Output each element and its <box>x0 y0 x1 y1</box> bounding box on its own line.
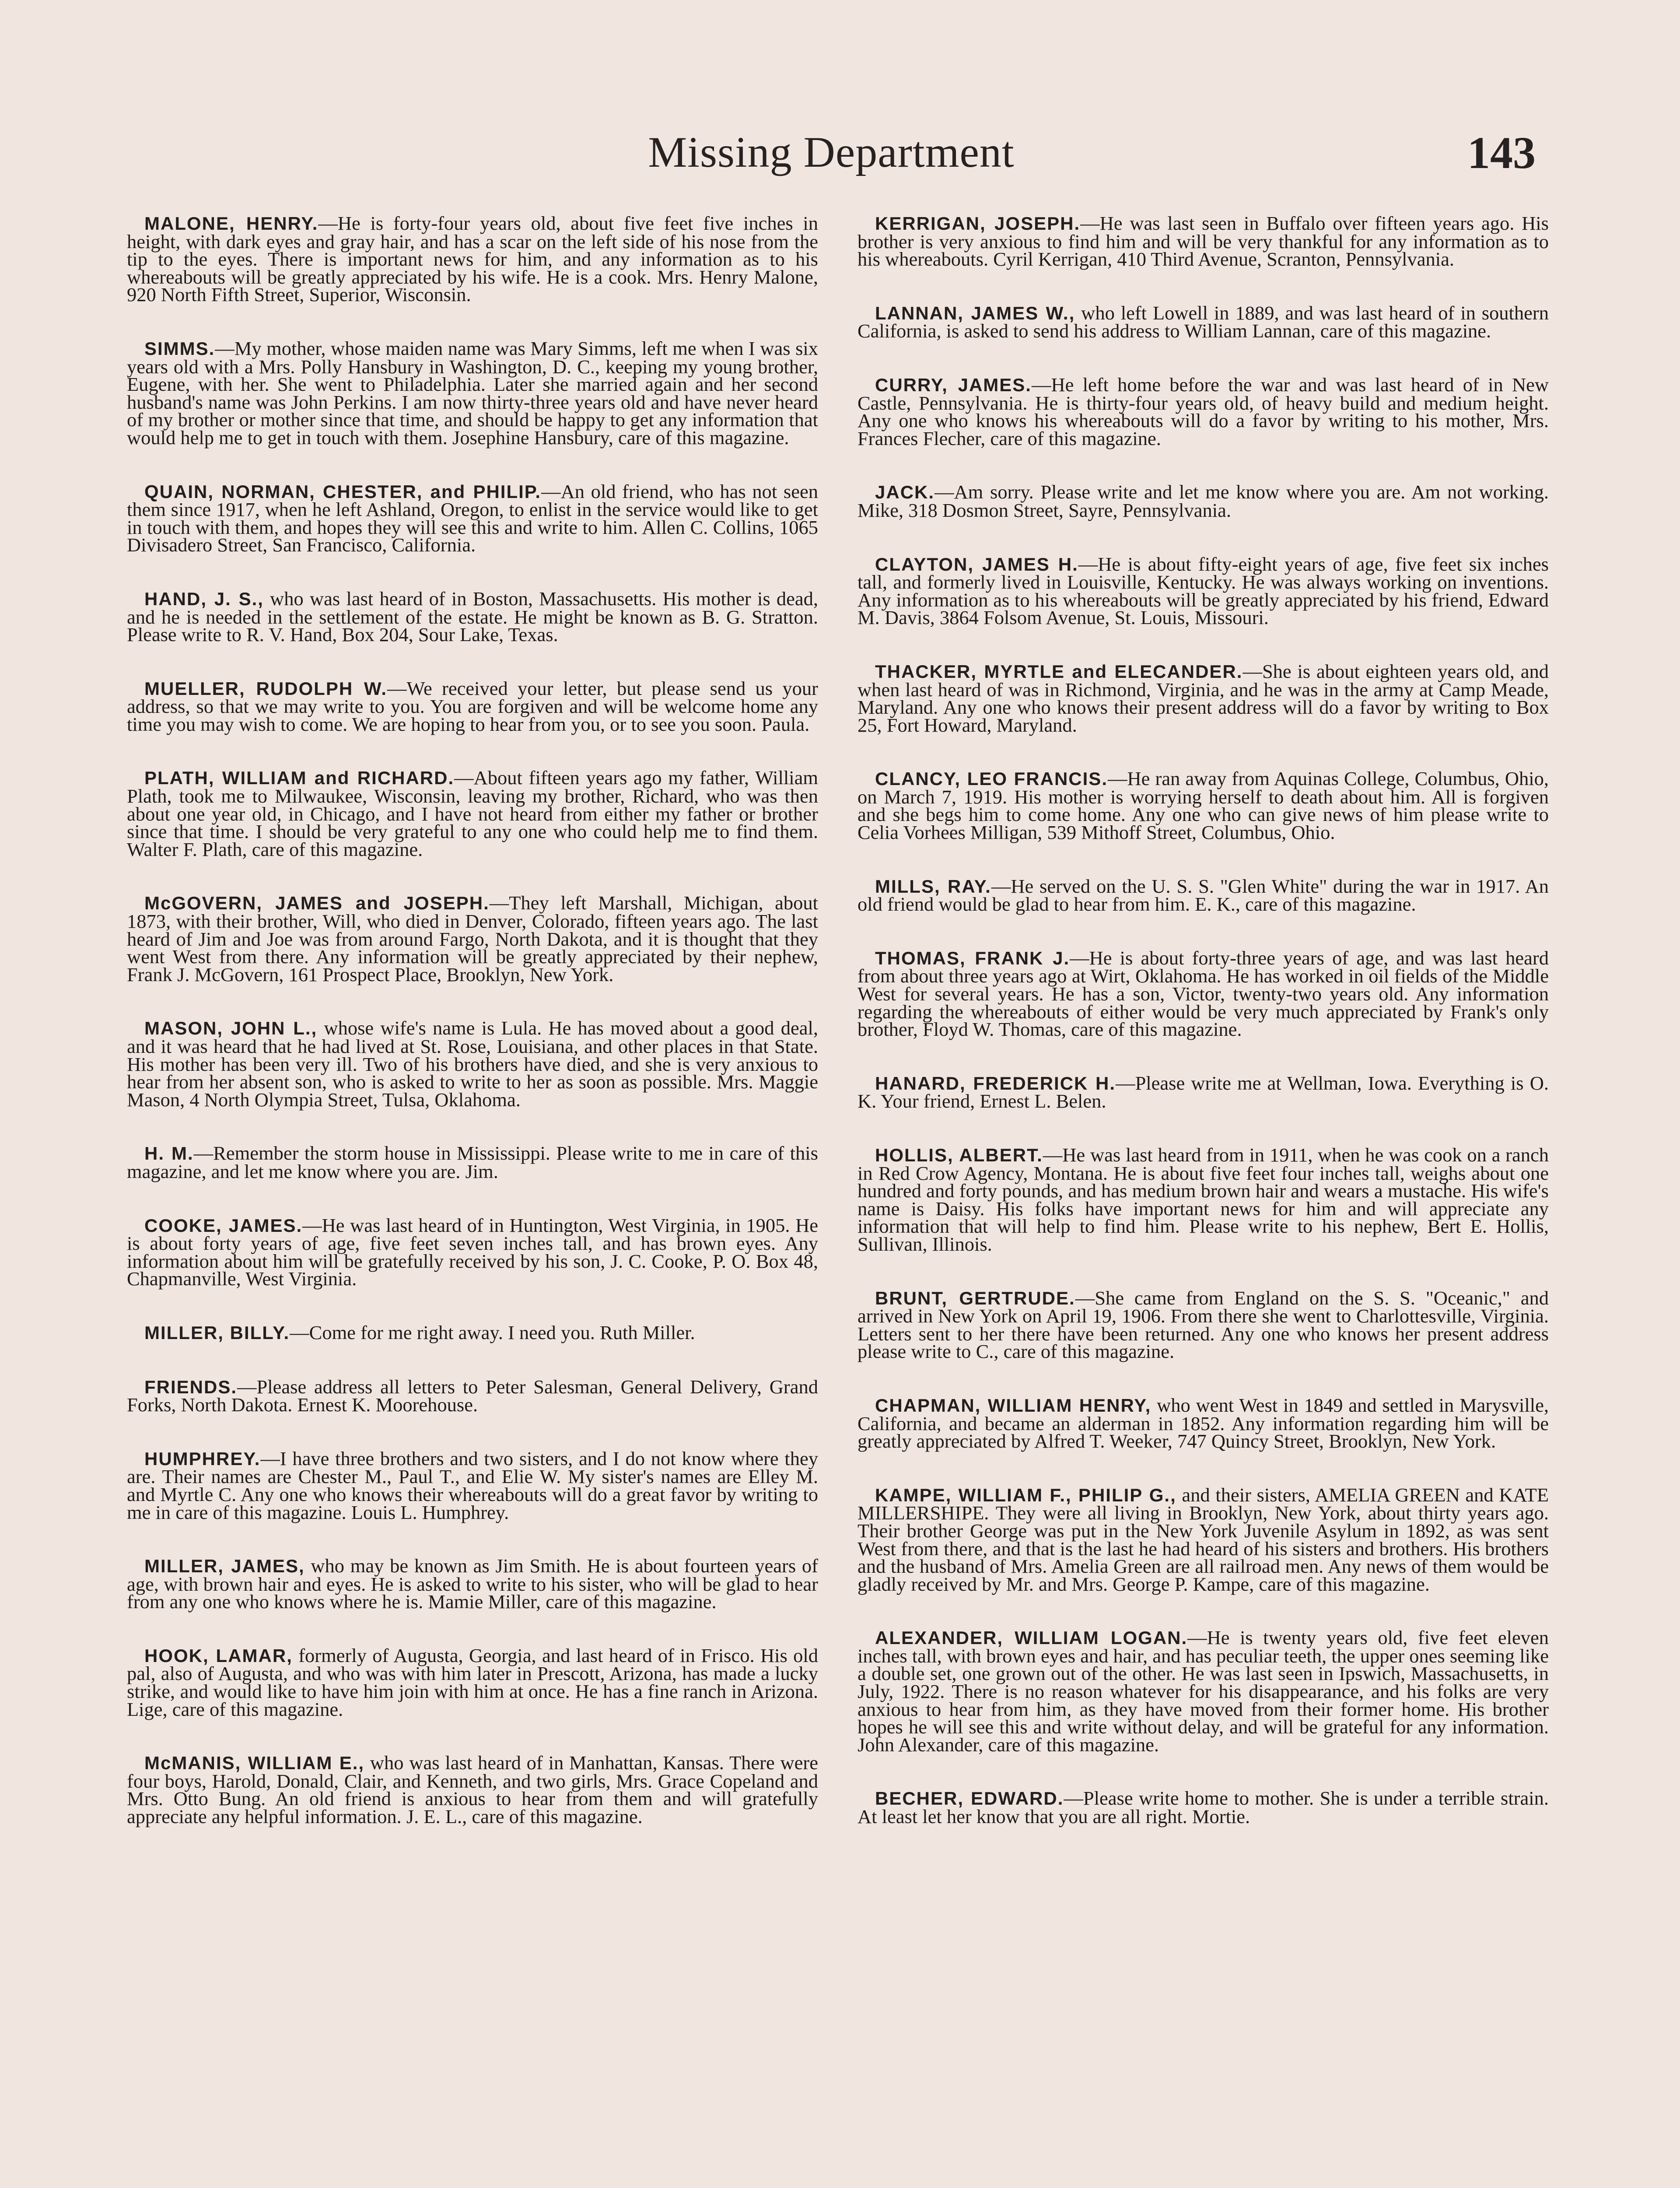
notice-text: —He served on the U. S. S. "Glen White" during the war in 1917. An old friend would be glad to hear from him. E. K., care of this magazine. <box>858 875 1549 915</box>
notice-name: KERRIGAN, JOSEPH. <box>875 213 1081 234</box>
notice-name: KAMPE, WILLIAM F., PHILIP G., <box>875 1484 1176 1505</box>
notice-text: —Remember the storm house in Mississippi. Please write to me in care of this magazine, and let me know where you are. Jim. <box>127 1142 818 1182</box>
notice-entry <box>858 483 1549 519</box>
notice-name: MASON, JOHN L., <box>144 1018 318 1039</box>
notice-text: —She is about eighteen years old, and when last heard of was in Richmond, Virginia, and he was in the army at Camp Meade, Maryland. Any one who knows their present address will do a favor by writing to Box 25, Fort Howard, Maryland. <box>858 660 1549 736</box>
notice-text: who may be known as Jim Smith. He is about fourteen years of age, with brown hair and eyes. He is asked to write to his sister, who will be glad to hear from any one who knows where he is. Mamie Miller, care of this magazine. <box>127 1555 818 1613</box>
notice-name: MILLS, RAY. <box>875 876 991 897</box>
notice-name: QUAIN, NORMAN, CHESTER, and PHILIP. <box>144 481 542 502</box>
notice-name: PLATH, WILLIAM and RICHARD. <box>144 768 455 789</box>
notice-text: —Come for me right away. I need you. Ruth Miller. <box>290 1321 695 1343</box>
notice-name: CHAPMAN, WILLIAM HENRY, <box>875 1395 1152 1416</box>
notice-entry <box>858 304 1549 340</box>
notice-name: LANNAN, JAMES W., <box>875 302 1075 323</box>
notice-entry <box>127 1375 818 1416</box>
notice-name: CLAYTON, JAMES H. <box>875 554 1078 575</box>
notice-text: —She came from England on the S. S. "Oceanic," and arrived in New York on April 19, 1906. From there she went to Charlottesville, Virginia. Letters sent to her there have been returned. Any one who knows her present address please write to C., care of this magazine. <box>858 1287 1549 1363</box>
notice-name: JACK. <box>875 482 935 503</box>
notice-entry <box>858 1396 1549 1450</box>
notice-name: COOKE, JAMES. <box>144 1215 303 1236</box>
notice-entry <box>858 1787 1549 1828</box>
notice-name: HANARD, FREDERICK H. <box>875 1073 1116 1094</box>
notice-name: FRIENDS. <box>144 1376 238 1397</box>
notice-text: —Am sorry. Please write and let me know where you are. Am not working. Mike, 318 Dosmon Street, Sayre, Pennsylvania. <box>858 481 1549 521</box>
notice-text: who left Lowell in 1889, and was last heard of in southern California, is asked to send his address to William Lannan, care of this magazine. <box>858 302 1549 342</box>
notice-entry <box>127 337 818 449</box>
notice-entry <box>127 1752 818 1828</box>
notice-entry <box>127 480 818 556</box>
notice-text: —I have three brothers and two sisters, and I do not know where they are. Their names are Chester M., Paul T., and Elie W. My sister's names are Elley M. and Myrtle C. Any one who knows their whereabouts will do a great favor by writing to me in care of this magazine. Louis L. Humphrey. <box>127 1447 818 1523</box>
notice-text: —He was last seen in Buffalo over fifteen years ago. His brother is very anxious to find him and will be very thankful for any information as to his whereabouts. Cyril Kerrigan, 410 Third Avenue, Scranton, Pennsylvania. <box>858 212 1549 270</box>
notice-text: who was last heard of in Boston, Massachusetts. His mother is dead, and he is needed in the settlement of the estate. He might be known as B. G. Stratton. Please write to R. V. Hand, Box 204, Sour Lake, Texas. <box>127 587 818 646</box>
notice-entry <box>858 373 1549 449</box>
notice-text: —He is twenty years old, five feet eleven inches tall, with brown eyes and hair, and has peculiar teeth, the upper ones seeming like a double set, one grown out of the other. He was last seen in Ipswich, Massachusetts, in July, 1922. There is no reason whatever for his disappearance, and his folks are very anxious to hear from him, as they have moved from their former home. His brother hopes he will see this and write without delay, and will be grateful for any information. John Alexander, care of this magazine. <box>858 1627 1549 1756</box>
notice-text: —He was last heard of in Huntington, West Virginia, in 1905. He is about forty years of age, five feet seven inches tall, and has brown eyes. Any information about him will be gratefully received by his son, J. C. Cooke, P. O. Box 48, Chapmanville, West Virginia. <box>127 1214 818 1290</box>
page-number: 143 <box>1467 128 1536 178</box>
page-title: Missing Department <box>648 128 1015 176</box>
notice-entry <box>858 1483 1549 1595</box>
notice-entry <box>858 768 1549 844</box>
notice-entry <box>127 1017 818 1111</box>
notice-entry <box>858 877 1549 913</box>
notice-text: —He is about fifty-eight years of age, five feet six inches tall, and formerly lived in Louisville, Kentucky. He was always working on inventions. Any information as to his whereabouts will be greatly appreciated by his friend, Edward M. Davis, 3864 Folsom Avenue, St. Louis, Missouri. <box>858 553 1549 629</box>
notice-entry <box>127 1644 818 1720</box>
notice-entry <box>858 214 1549 268</box>
notice-name: HOLLIS, ALBERT. <box>875 1145 1043 1165</box>
notice-text: —We received your letter, but please send us your address, so that we may write to you. You are forgiven and will be welcome home any time you may wish to come. We are hoping to hear from you, or to see you soon. Paula. <box>127 677 818 735</box>
notice-text: —He is about forty-three years of age, and was last heard from about three years ago at Wirt, Oklahoma. He has worked in oil fields of the Middle West for several years. He has a son, Victor, twenty-two years old. Any information regarding the whereabouts of either would be very much appreciated by Frank's only brother, Floyd W. Thomas, care of this magazine. <box>858 947 1549 1041</box>
notice-name: MILLER, JAMES, <box>144 1556 305 1577</box>
notice-text: —Please address all letters to Peter Salesman, General Delivery, Grand Forks, North Dakota. Ernest K. Moorehouse. <box>127 1375 818 1416</box>
notice-text: and their sisters, AMELIA GREEN and KATE MILLERSHIPE. They were all living in Brooklyn, New York, about thirty years ago. Their brother George was put in the New York Juvenile Asylum in 1892, as was sent West from there, and that is the last he had heard of his sisters and brothers. His brothers and the husband of Mrs. Amelia Green are all railroad men. Any news of them would be gladly received by Mr. and Mrs. George P. Kampe, care of this magazine. <box>858 1483 1549 1595</box>
notice-entry <box>858 1074 1549 1110</box>
notice-name: HUMPHREY. <box>144 1448 261 1469</box>
notice-text: —An old friend, who has not seen them since 1917, when he left Ashland, Oregon, to enlist in the service would like to get in touch with them, and hopes they will see this and write to him. Allen C. Collins, 1065 Divisadero Street, San Francisco, California. <box>127 480 818 556</box>
notice-entry <box>858 660 1549 736</box>
left-column <box>127 214 818 1862</box>
notice-name: ALEXANDER, WILLIAM LOGAN. <box>875 1627 1188 1648</box>
notice-name: MALONE, HENRY. <box>144 213 318 234</box>
notice-text: who was last heard of in Manhattan, Kansas. There were four boys, Harold, Donald, Clair, and Kenneth, and two girls, Mrs. Grace Copeland and Mrs. Otto Bung. An old friend is anxious to hear from them and will gratefully appreciate any helpful information. J. E. L., care of this magazine. <box>127 1752 818 1828</box>
notice-text: —Please write me at Wellman, Iowa. Everything is O. K. Your friend, Ernest L. Belen. <box>858 1072 1549 1112</box>
notice-entry <box>127 587 818 646</box>
notice-text: —He ran away from Aquinas College, Columbus, Ohio, on March 7, 1919. His mother is worrying herself to death about him. All is forgiven and she begs him to come home. Any one who can give news of him please write to Celia Vorhees Milligan, 539 Mithoff Street, Columbus, Ohio. <box>858 768 1549 844</box>
notice-text: formerly of Augusta, Georgia, and last heard of in Frisco. His old pal, also of Augusta, and who was with him later in Prescott, Arizona, has made a lucky strike, and would like to have him join with him at once. He has a fine ranch in Arizona. Lige, care of this magazine. <box>127 1644 818 1720</box>
notice-name: H. M. <box>144 1143 194 1164</box>
notice-name: HAND, J. S., <box>144 588 264 609</box>
notice-entry <box>858 1146 1549 1253</box>
notice-name: BECHER, EDWARD. <box>875 1788 1064 1809</box>
right-column <box>858 214 1549 1862</box>
notice-name: THOMAS, FRANK J. <box>875 947 1070 968</box>
notice-text: —He is forty-four years old, about five feet five inches in height, with dark eyes and gray hair, and has a scar on the left side of his nose from the tip to the eyes. There is important news for him, and any information as to his whereabouts will be greatly appreciated by his wife. He is a cook. Mrs. Henry Malone, 920 North Fifth Street, Superior, Wisconsin. <box>127 212 818 306</box>
notice-entry <box>127 1557 818 1611</box>
notice-text: whose wife's name is Lula. He has moved about a good deal, and it was heard that he had lived at St. Rose, Louisiana, and other places in that State. His mother has been very ill. Two of his brothers have died, and she is very anxious to hear from her absent son, who is asked to write to her as soon as possible. Mrs. Maggie Mason, 4 North Olympia Street, Tulsa, Oklahoma. <box>127 1017 818 1111</box>
notice-text: —Please write home to mother. She is under a terrible strain. At least let her know that you are all right. Mortie. <box>858 1787 1549 1828</box>
notice-name: McGOVERN, JAMES and JOSEPH. <box>144 893 490 914</box>
notice-name: McMANIS, WILLIAM E., <box>144 1753 365 1774</box>
notice-entry <box>127 769 818 858</box>
notice-name: HOOK, LAMAR, <box>144 1645 293 1666</box>
notice-entry <box>127 677 818 735</box>
notice-text: —They left Marshall, Michigan, about 1873, with their brother, Will, who died in Denver, Colorado, fifteen years ago. The last heard of Jim and Joe was from around Fargo, North Dakota, and it is thought that they went West from there. Any information will be greatly appreciated by their nephew, Frank J. McGovern, 161 Prospect Place, Brooklyn, New York. <box>127 892 818 985</box>
notice-text: —My mother, whose maiden name was Mary Simms, left me when I was six years old with a Mrs. Polly Hansbury in Washington, D. C., keeping my young brother, Eugene, with her. She went to Philadelphia. Later she married again and her second husband's name was John Perkins. I am now thirty-three years old and have never heard of my brother or mother since that time, and should be happy to get any information that would help me to get in touch with them. Josephine Hansbury, care of this magazine. <box>127 337 818 449</box>
notice-name: MILLER, BILLY. <box>144 1322 290 1343</box>
notice-name: MUELLER, RUDOLPH W. <box>144 678 388 699</box>
notice-entry <box>858 1287 1549 1363</box>
notice-name: THACKER, MYRTLE and ELECANDER. <box>875 661 1243 682</box>
notice-text: —He was last heard from in 1911, when he was cook on a ranch in Red Crow Agency, Montana. He is about five feet four inches tall, weighs about one hundred and forty pounds, and has medium brown hair and wears a mustache. His wife's name is Daisy. His folks have important news for him and will appreciate any information that will help to find him. Please write to his nephew, Bert E. Hollis, Sullivan, Illinois. <box>858 1144 1549 1255</box>
notice-text: —He left home before the war and was last heard of in New Castle, Pennsylvania. He is thirty-four years old, of heavy build and medium height. Any one who knows his whereabouts will do a favor by writing to his mother, Mrs. Frances Flecher, care of this magazine. <box>858 373 1549 449</box>
notice-text: who went West in 1849 and settled in Marysville, California, and became an alderman in 1852. Any information regarding him will be greatly appreciated by Alfred T. Weeker, 747 Quincy Street, Brooklyn, New York. <box>858 1394 1549 1452</box>
notice-entry <box>858 555 1549 627</box>
notice-name: SIMMS. <box>144 338 215 359</box>
notice-entry <box>858 1627 1549 1756</box>
notice-entry <box>127 1447 818 1523</box>
notice-entry <box>127 894 818 983</box>
notice-entry <box>127 1214 818 1290</box>
notice-entry <box>858 947 1549 1041</box>
page-header <box>127 127 1536 197</box>
notice-entry <box>127 1321 818 1343</box>
notice-entry <box>127 214 818 304</box>
notice-name: BRUNT, GERTRUDE. <box>875 1287 1075 1308</box>
notice-name: CLANCY, LEO FRANCIS. <box>875 768 1108 789</box>
notice-entry <box>127 1144 818 1180</box>
notice-text: —About fifteen years ago my father, William Plath, took me to Milwaukee, Wisconsin, leaving my brother, Richard, who was then about one year old, in Chicago, and I have not heard from either my father or brother since that time. I should be very grateful to any one who could help me to find them. Walter F. Plath, care of this magazine. <box>127 767 818 860</box>
notice-name: CURRY, JAMES. <box>875 374 1032 395</box>
